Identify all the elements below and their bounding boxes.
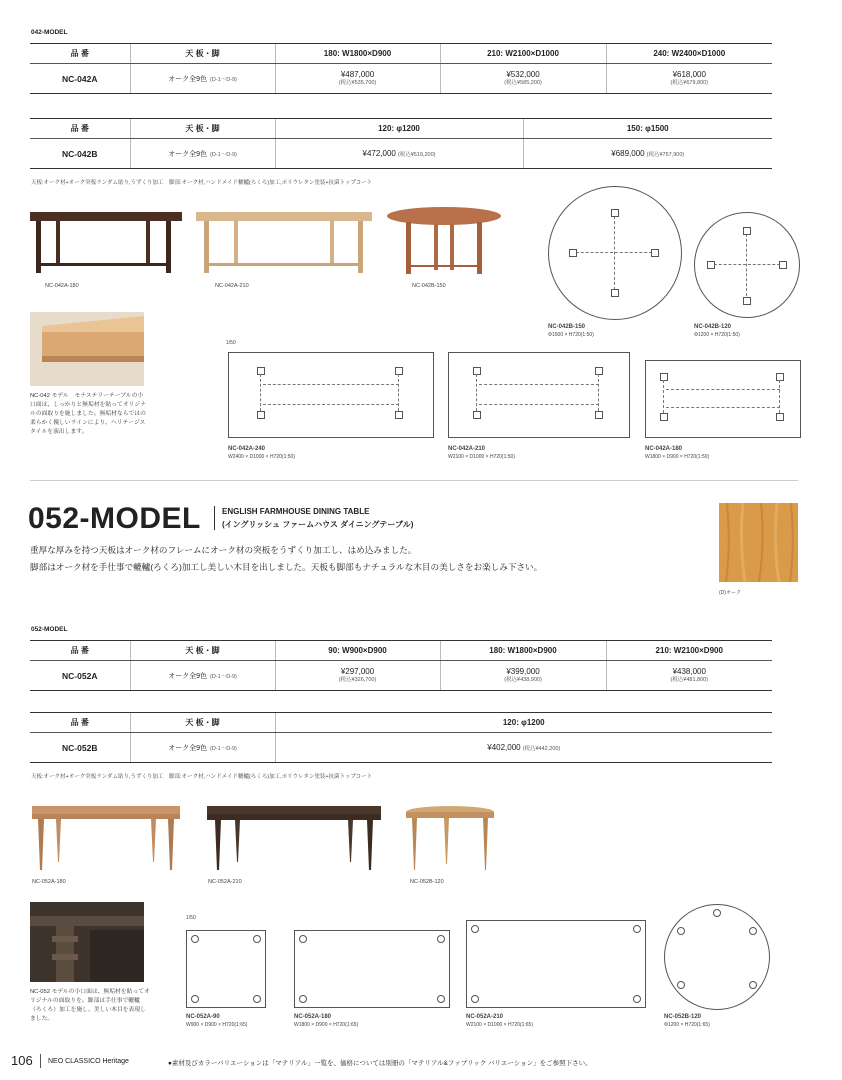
plan-dims: W1800 × D900 × H720(1:50) bbox=[645, 454, 710, 460]
table-header: 天 板・脚 bbox=[130, 44, 275, 64]
oak-color-swatch bbox=[719, 503, 798, 582]
plan-code: NC-042A-210 bbox=[448, 446, 486, 452]
plan-dims: W2400 × D1000 × H720(1:50) bbox=[228, 454, 295, 460]
price-table-052b bbox=[30, 712, 772, 763]
section-divider bbox=[30, 480, 798, 481]
model-subtitle-jp: (イングリッシュ ファームハウス ダイニングテーブル) bbox=[222, 520, 414, 529]
model-subtitle-en: ENGLISH FARMHOUSE DINING TABLE bbox=[222, 507, 370, 516]
table-header: 90: W900×D900 bbox=[275, 641, 440, 661]
rect-plan-042a-180 bbox=[645, 360, 801, 438]
plan-052a-180 bbox=[294, 930, 450, 1008]
product-code: NC-042B bbox=[30, 139, 130, 169]
table-header: 品 番 bbox=[30, 641, 130, 661]
edge-detail-photo-042 bbox=[30, 312, 144, 386]
plan-code: NC-042A-240 bbox=[228, 446, 266, 452]
plan-dims: W1800 × D900 × H720(1:65) bbox=[294, 1022, 359, 1028]
table-header: 品 番 bbox=[30, 44, 130, 64]
photo-label: NC-052A-210 bbox=[208, 879, 242, 885]
page-number: 106 bbox=[11, 1053, 33, 1068]
material-cell: オーク全9色 (D-1～D-9) bbox=[130, 139, 275, 169]
table-header: 天 板・脚 bbox=[130, 119, 275, 139]
plan-052b-120 bbox=[664, 904, 770, 1010]
plan-code: NC-052A-210 bbox=[466, 1014, 504, 1020]
product-code: NC-052B bbox=[30, 733, 130, 763]
table-header: 天 板・脚 bbox=[130, 641, 275, 661]
photo-label: NC-042A-210 bbox=[215, 283, 249, 289]
plan-052a-210 bbox=[466, 920, 646, 1008]
table-photo-042a-210 bbox=[194, 208, 376, 278]
swatch-label: (D)オーク bbox=[719, 590, 741, 596]
price-cell: ¥689,000 (税込¥757,900) bbox=[523, 139, 772, 169]
rect-plan-042a-210 bbox=[448, 352, 630, 438]
scale-label: 1/50 bbox=[186, 915, 196, 921]
product-code: NC-042A bbox=[30, 64, 130, 94]
plan-dims: Φ1200 × H720(1:65) bbox=[664, 1022, 710, 1028]
footer-note: ●素材及びカラーバリエーションは「マテリアル」一覧を、価格については別冊の「マテリアル&ファブリック バリエーション」をご参照下さい。 bbox=[168, 1060, 592, 1067]
plan-dims: W2100 × D1000 × H720(1:50) bbox=[448, 454, 515, 460]
table-photo-042a-180 bbox=[28, 208, 186, 278]
table-header: 180: W1800×D900 bbox=[440, 641, 606, 661]
plan-dims: Φ1200 × H720(1:50) bbox=[694, 332, 740, 338]
plan-code: NC-052B-120 bbox=[664, 1014, 702, 1020]
photo-label: NC-042A-180 bbox=[45, 283, 79, 289]
plan-dims: W900 × D900 × H720(1:65) bbox=[186, 1022, 248, 1028]
price-table-042a bbox=[30, 43, 772, 94]
price-cell: ¥618,000 (税込¥679,800) bbox=[606, 64, 772, 94]
plan-052a-90 bbox=[186, 930, 266, 1008]
price-cell: ¥438,000 (税込¥481,800) bbox=[606, 661, 772, 691]
model-title-052: 052-MODEL bbox=[28, 502, 201, 535]
price-table-052a bbox=[30, 640, 772, 691]
price-cell: ¥399,000 (税込¥438,900) bbox=[440, 661, 606, 691]
table-header: 150: φ1500 bbox=[523, 119, 772, 139]
plan-dims: W2100 × D1000 × H720(1:65) bbox=[466, 1022, 533, 1028]
price-cell: ¥297,000 (税込¥326,700) bbox=[275, 661, 440, 691]
table-photo-052a-210 bbox=[205, 802, 383, 874]
table-header: 210: W2100×D1000 bbox=[440, 44, 606, 64]
photo-label: NC-052A-180 bbox=[32, 879, 66, 885]
price-cell: ¥532,000 (税込¥585,200) bbox=[440, 64, 606, 94]
table-header: 240: W2400×D1000 bbox=[606, 44, 772, 64]
scale-label: 1/50 bbox=[226, 340, 236, 346]
plan-code: NC-042B-120 bbox=[694, 324, 732, 330]
plan-code: NC-042A-180 bbox=[645, 446, 683, 452]
plan-code: NC-042B-150 bbox=[548, 324, 586, 330]
footer-divider bbox=[40, 1054, 41, 1068]
round-plan-042b-150 bbox=[548, 186, 682, 320]
photo-label: NC-042B-150 bbox=[412, 283, 446, 289]
material-cell: オーク全9色 (D-1～D-9) bbox=[130, 733, 275, 763]
table-photo-042b-150 bbox=[384, 206, 504, 278]
material-cell: オーク全9色 (D-1～D-9) bbox=[130, 64, 275, 94]
plan-code: NC-052A-90 bbox=[186, 1014, 220, 1020]
table-header: 210: W2100×D900 bbox=[606, 641, 772, 661]
photo-label: NC-052B-120 bbox=[410, 879, 444, 885]
table-photo-052b-120 bbox=[404, 804, 496, 874]
table-header: 120: φ1200 bbox=[275, 119, 523, 139]
table-photo-052a-180 bbox=[30, 802, 182, 874]
model-description: 重厚な厚みを持つ天板はオーク材のフレームにオーク材の突板をうずくり加工し、はめ込みました。 bbox=[30, 545, 417, 555]
round-plan-042b-120 bbox=[694, 212, 800, 318]
edge-detail-photo-052 bbox=[30, 902, 144, 982]
table-header: 天 板・脚 bbox=[130, 713, 275, 733]
table-header: 品 番 bbox=[30, 119, 130, 139]
material-note-052: 天板:オーク材+オーク突板ランダム貼り,うずくり加工 脚部:オーク材,ハンドメイド轆轤(ろくろ)加工,ポリウレタン塗装+抗菌トップコート bbox=[31, 774, 373, 780]
section-label-042: 042-MODEL bbox=[31, 29, 68, 36]
edge-detail-text-052: NC-052 モデルの小口面は、無垢材を貼ってオリジナルの面取りを。脚部は手仕事で轆轤（ろくろ）加工を施し、美しい木目を表現しました。 bbox=[30, 989, 150, 1022]
edge-detail-text-042: NC-042 モデル モナステリーテーブルの小口面は、しっかりと無垢材を貼ってオリジナルの面取りを施しました。無垢材ならではの柔らかく優しいラインにより、ヘリテージスタイルを演出します。 bbox=[30, 393, 146, 435]
price-cell: ¥487,000 (税込¥535,700) bbox=[275, 64, 440, 94]
table-header: 180: W1800×D900 bbox=[275, 44, 440, 64]
rect-plan-042a-240 bbox=[228, 352, 434, 438]
table-header: 品 番 bbox=[30, 713, 130, 733]
table-header: 120: φ1200 bbox=[275, 713, 772, 733]
price-table-042b bbox=[30, 118, 772, 169]
price-cell: ¥402,000 (税込¥442,200) bbox=[275, 733, 772, 763]
model-description: 脚部はオーク材を手仕事で轆轤(ろくろ)加工し美しい木目を出しました。天板も脚部もナチュラルな木目の美しさをお楽しみ下さい。 bbox=[30, 562, 543, 572]
title-divider bbox=[214, 506, 215, 530]
price-cell: ¥472,000 (税込¥519,200) bbox=[275, 139, 523, 169]
plan-code: NC-052A-180 bbox=[294, 1014, 332, 1020]
section-label-052: 052-MODEL bbox=[31, 626, 68, 633]
plan-dims: Φ1500 × H720(1:50) bbox=[548, 332, 594, 338]
material-cell: オーク全9色 (D-1～D-9) bbox=[130, 661, 275, 691]
product-code: NC-052A bbox=[30, 661, 130, 691]
footer-brand: NEO CLASSICO Heritage bbox=[48, 1058, 129, 1065]
material-note-042: 天板:オーク材+オーク突板ランダム貼り,うずくり加工 脚部:オーク材,ハンドメイド轆轤(ろくろ)加工,ポリウレタン塗装+抗菌トップコート bbox=[31, 180, 373, 186]
